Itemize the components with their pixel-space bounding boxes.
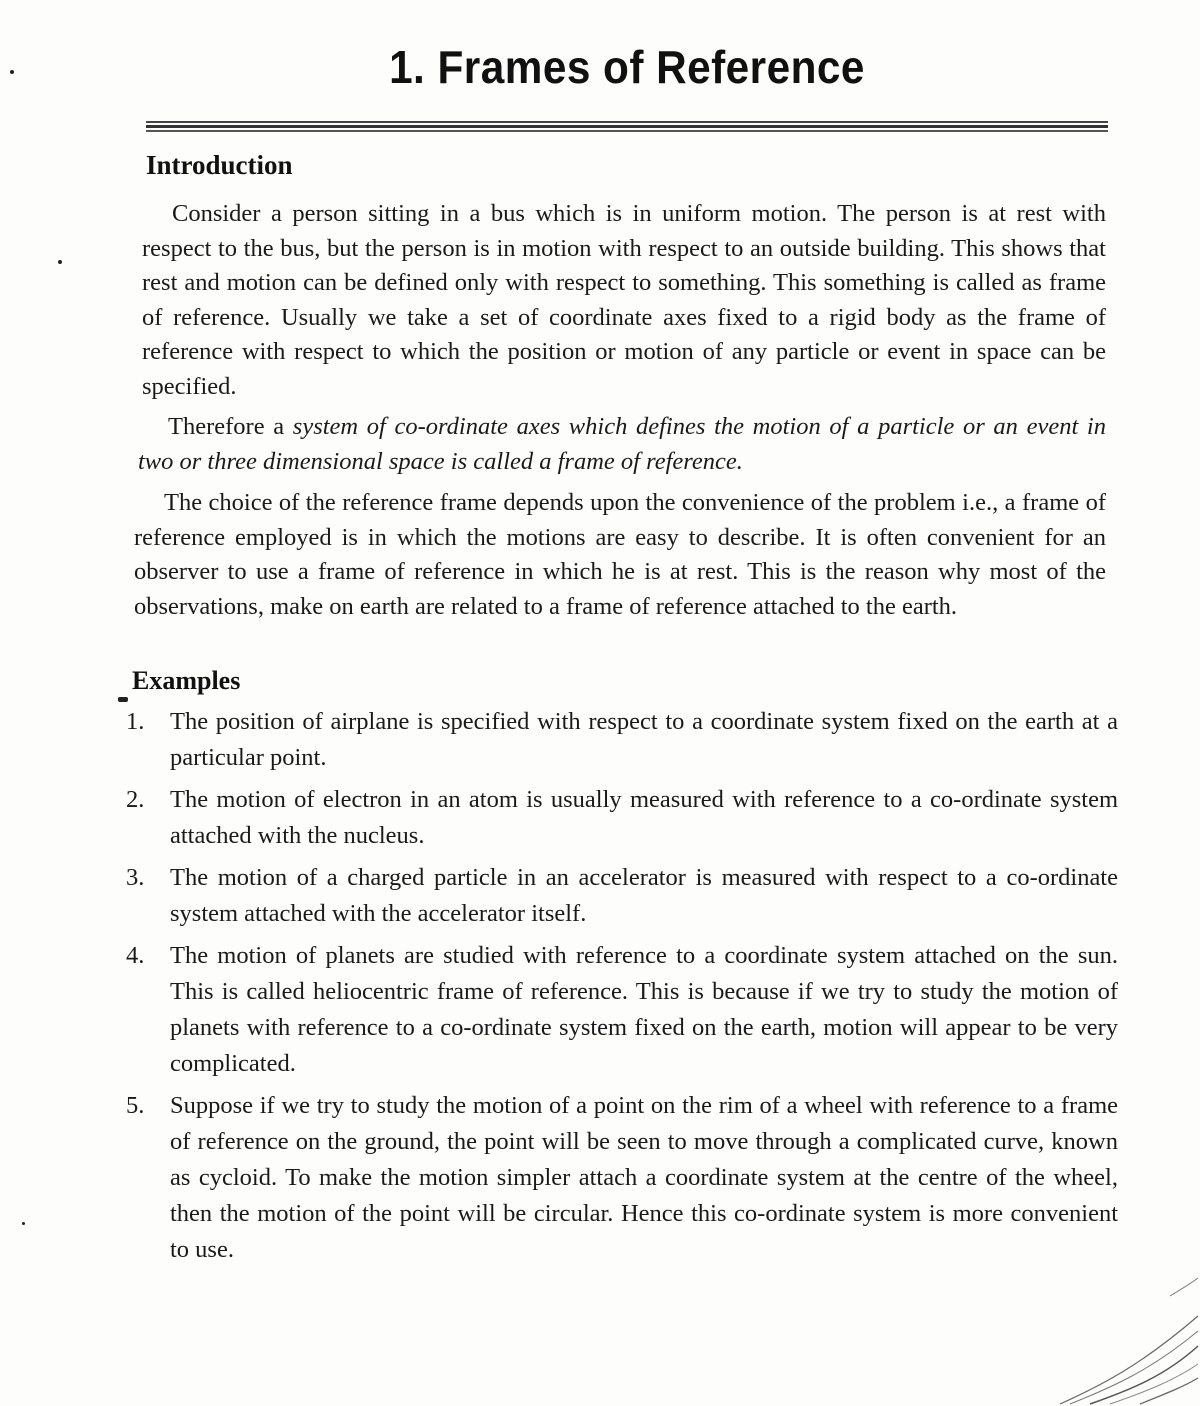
- example-number: 4.: [126, 942, 145, 969]
- title-rule: [146, 121, 1108, 135]
- example-item: [118, 782, 1118, 854]
- speck-mark: [10, 70, 14, 74]
- edge-scribble: [1050, 1276, 1200, 1406]
- example-item: [118, 860, 1118, 932]
- examples-heading: Examples: [132, 666, 241, 695]
- examples-list: [118, 704, 1118, 1274]
- speck-mark: [22, 1222, 25, 1225]
- example-number: 1.: [126, 708, 145, 735]
- example-text: Suppose if we try to study the motion of a point on the rim of a wheel with reference to a frame of reference on the ground, the point will be seen to move through a complicated curve, known as cycloid. To make the motion simpler attach a coordinate system at the centre of the wheel, then the motion of the point will be circular. Hence this co-ordinate system is more convenient to use.: [170, 1092, 1118, 1263]
- example-text: The motion of planets are studied with reference to a coordinate system attached on the sun. This is called heliocentric frame of reference. This is because if we try to study the motion of planets with reference to a co-ordinate system fixed on the earth, motion will appear to be very complicated.: [170, 942, 1118, 1077]
- example-number: 5.: [126, 1092, 145, 1119]
- example-text: The position of airplane is specified with respect to a coordinate system fixed on the earth at a particular point.: [170, 708, 1118, 771]
- chapter-title: 1. Frames of Reference: [389, 41, 865, 93]
- example-item: [118, 704, 1118, 776]
- example-text: The motion of a charged particle in an accelerator is measured with respect to a co-ordinate system attached with the accelerator itself.: [170, 864, 1118, 927]
- introduction-paragraph-2: Therefore a system of co-ordinate axes which defines the motion of a particle or an event in two or three dimensional space is called a frame of reference.: [138, 413, 1106, 475]
- example-item: [118, 938, 1118, 1082]
- introduction-paragraph-1: Consider a person sitting in a bus which is in uniform motion. The person is at rest with respect to the bus, but the person is in motion with respect to an outside building. This shows that rest and motion can be defined only with respect to something. This something is called as frame of reference. Usually we take a set of coordinate axes fixed to a rigid body as the frame of reference with respect to which the position or motion of any particle or event in space can be specified.: [142, 200, 1106, 400]
- introduction-heading: Introduction: [146, 150, 293, 180]
- dash-mark: [118, 697, 128, 702]
- speck-mark: [58, 260, 62, 264]
- example-number: 3.: [126, 864, 145, 891]
- example-text: The motion of electron in an atom is usually measured with reference to a co-ordinate system attached with the nucleus.: [170, 786, 1118, 849]
- example-item: [118, 1088, 1118, 1268]
- introduction-paragraph-3: The choice of the reference frame depends upon the convenience of the problem i.e., a frame of reference employed is in which the motions are easy to describe. It is often convenient for an observer to use a frame of reference in which he is at rest. This is the reason why most of the observations, make on earth are related to a frame of reference attached to the earth.: [134, 489, 1106, 620]
- example-number: 2.: [126, 786, 145, 813]
- definition-text: system of co-ordinate axes which defines the motion of a particle or an event in two or three dimensional space is called a frame of reference.: [138, 413, 1106, 475]
